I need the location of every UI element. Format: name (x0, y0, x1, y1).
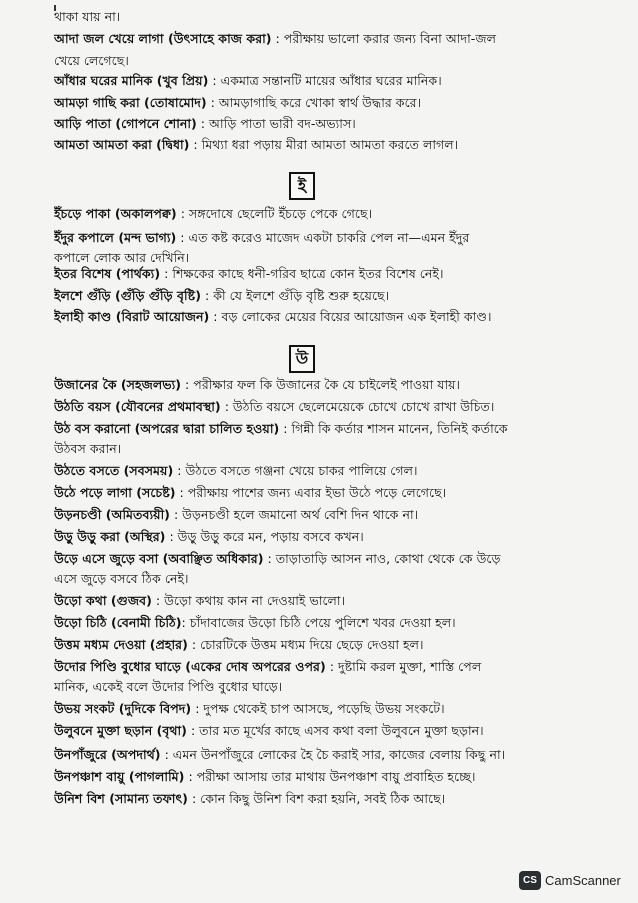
idiom-text: : আড়ি পাতা ভারী বদ-অভ্যাস। (196, 116, 356, 131)
idiom-line (54, 136, 614, 153)
idiom-line (54, 72, 614, 89)
idiom-line (54, 30, 614, 47)
idiom-text: : গিন্নী কি কর্তার শাসন মানেন, তিনিই কর্তাকে (279, 421, 508, 436)
idiom-term: উঠতি বয়স (যৌবনের প্রথমাবস্থা) (54, 399, 221, 414)
idiom-term: উলুবনে মুক্তা ছড়ান (বৃথা) (54, 723, 187, 738)
idiom-line (54, 376, 614, 393)
idiom-term: আমতা আমতা করা (দ্বিধা) (54, 137, 190, 152)
idiom-text: : উঠতে বসতে গঞ্জনা খেয়ে চাকর পালিয়ে গেল। (173, 463, 418, 478)
idiom-text: : উড়ু উড়ু করে মন, পড়ায় বসবে কখন। (165, 529, 364, 544)
idiom-line (54, 746, 614, 763)
idiom-term: ইতর বিশেষ (পার্থক্য) (54, 266, 161, 281)
idiom-line (54, 229, 614, 246)
idiom-line (54, 8, 614, 25)
camscanner-logo-icon: CS (519, 871, 541, 890)
idiom-text: : এমন উনপাঁজুরে লোকের হৈ চৈ করাই সার, কাজের বেলায় কিছু না। (160, 747, 506, 762)
idiom-text: কপালে লোক আর দেখিনি। (54, 250, 190, 265)
idiom-text: : এত কষ্ট করেও মাজেদ একটা চাকরি পেল না—এমন ইঁদুর (176, 230, 470, 245)
idiom-line (54, 205, 614, 222)
idiom-text: : বড় লোকের মেয়ের বিয়ের আয়োজন এক ইলাহী কাণ্ড। (209, 309, 492, 324)
idiom-term: উজানের কৈ (সহজলভ্য) (54, 377, 182, 392)
idiom-text: : উড়নচণ্ডী হলে জমানো অর্থ বেশি দিন থাকে না। (169, 507, 419, 522)
idiom-line (54, 636, 614, 653)
idiom-line (54, 658, 614, 675)
idiom-term: আদা জল খেয়ে লাগা (উৎসাহে কাজ করা) (54, 31, 272, 46)
section-heading-i: ই (289, 172, 315, 200)
idiom-text: : উঠতি বয়সে ছেলেমেয়েকে চোখে চোখে রাখা উচিত। (220, 399, 495, 414)
idiom-text: : কী যে ইলশে গুঁড়ি বৃষ্টি শুরু হয়েছে। (200, 288, 390, 303)
idiom-term: উনপাঁজুরে (অপদার্থ) (54, 747, 161, 762)
idiom-term: উভয় সংকট (দুদিকে বিপদ) (54, 701, 192, 716)
idiom-text: : তাড়াতাড়ি আসন নাও, কোথা থেকে কে উড়ে (263, 551, 501, 566)
idiom-line (54, 52, 614, 69)
idiom-text: : পরীক্ষায় পাশের জন্য এবার ইভা উঠে পড়ে লেগেছে। (175, 485, 447, 500)
idiom-term: উড়ো কথা (গুজব) (54, 593, 152, 608)
idiom-line (54, 484, 614, 501)
idiom-text: : শিক্ষকের কাছে ধনী-গরিব ছাত্রে কোন ইতর বিশেষ নেই। (160, 266, 444, 281)
idiom-line (54, 287, 614, 304)
idiom-text: : সঙ্গদোষে ছেলেটি ইঁচড়ে পেকে গেছে। (176, 206, 373, 221)
idiom-line (54, 115, 614, 132)
idiom-text: মানিক, একেই বলে উদোর পিণ্ডি বুধোর ঘাড়ে। (54, 679, 283, 694)
idiom-line (54, 528, 614, 545)
idiom-line (54, 592, 614, 609)
idiom-text: : চোরটিকে উত্তম মধ্যম দিয়ে ছেড়ে দেওয়া হল। (187, 637, 424, 652)
idiom-text: : মিথ্যা ধরা পড়ায় মীরা আমতা আমতা করতে লাগল। (189, 137, 459, 152)
idiom-text: : আমড়াগাছি করে খোকা স্বার্থ উদ্ধার করে। (206, 95, 422, 110)
idiom-term: উনিশ বিশ (সামান্য তফাৎ) (54, 791, 188, 806)
idiom-text: : কোন কিছু উনিশ বিশ করা হয়নি, সবই ঠিক আছে। (187, 791, 446, 806)
idiom-term: উড়ে এসে জুড়ে বসা (অবাঞ্ছিত অধিকার) (54, 551, 264, 566)
idiom-line (54, 249, 614, 266)
idiom-text: উঠবস করান। (54, 441, 122, 456)
idiom-line (54, 462, 614, 479)
idiom-term: ইলশে গুঁড়ি (গুঁড়ি গুঁড়ি বৃষ্টি) (54, 288, 201, 303)
idiom-text: : উড়ো কথায় কান না দেওয়াই ভালো। (151, 593, 346, 608)
idiom-line (54, 420, 614, 437)
idiom-term: ইঁচড়ে পাকা (অকালপক্ব) (54, 206, 177, 221)
idiom-term: উনপঞ্চাশ বায়ু (পাগলামি) (54, 769, 185, 784)
idiom-term: উত্তম মধ্যম দেওয়া (প্রহার) (54, 637, 188, 652)
idiom-line (54, 398, 614, 415)
idiom-line (54, 94, 614, 111)
idiom-text: : একমাত্র সন্তানটি মায়ের আঁধার ঘরের মানিক। (208, 73, 442, 88)
idiom-text: : পরীক্ষা আসায় তার মাথায় উনপঞ্চাশ বায়ু প্রবাহিত হচ্ছে। (184, 769, 476, 784)
idiom-line (54, 570, 614, 587)
idiom-text: এসে জুড়ে বসবে ঠিক নেই। (54, 571, 189, 586)
idiom-term: উড়নচণ্ডী (অমিতব্যয়ী) (54, 507, 170, 522)
idiom-line (54, 550, 614, 567)
idiom-text: খেয়ে লেগেছে। (54, 53, 129, 68)
idiom-term: ইলাহী কাণ্ড (বিরাট আয়োজন) (54, 309, 210, 324)
idiom-line (54, 440, 614, 457)
idiom-text: : পরীক্ষার ফল কি উজানের কৈ যে চাইলেই পাওয়া যায়। (181, 377, 461, 392)
idiom-line (54, 700, 614, 717)
idiom-line (54, 790, 614, 807)
idiom-term: আড়ি পাতা (গোপনে শোনা) (54, 116, 197, 131)
idiom-term: উঠ বস করানো (অপরের দ্বারা চালিত হওয়া) (54, 421, 280, 436)
idiom-term: উড়ো চিঠি (বেনামী চিঠি) (54, 615, 182, 630)
idiom-line (54, 678, 614, 695)
idiom-term: উঠে পড়ে লাগা (সচেষ্ট) (54, 485, 176, 500)
idiom-line (54, 614, 614, 631)
idiom-term: আমড়া গাছি করা (তোষামোদ) (54, 95, 207, 110)
idiom-text: থাকা যায় না। (54, 9, 121, 24)
idiom-line (54, 506, 614, 523)
idiom-term: আঁধার ঘরের মানিক (খুব প্রিয়) (54, 73, 209, 88)
idiom-line (54, 308, 614, 325)
idiom-line (54, 722, 614, 739)
idiom-term: উদোর পিণ্ডি বুধোর ঘাড়ে (একের দোষ অপরের ওপর) (54, 659, 326, 674)
idiom-text: : তার মত মূর্খের কাছে এসব কথা বলা উলুবনে মুক্তা ছড়ান। (186, 723, 484, 738)
idiom-line (54, 768, 614, 785)
idiom-term: উঠতে বসতে (সবসময়) (54, 463, 174, 478)
idiom-term: ইঁদুর কপালে (মন্দ ভাগ্য) (54, 230, 177, 245)
camscanner-label: CamScanner (545, 873, 621, 888)
idiom-term: উড়ু উড়ু করা (অস্থির) (54, 529, 166, 544)
idiom-text: : দুপক্ষ থেকেই চাপ আসছে, পড়েছি উভয় সংকটে। (191, 701, 445, 716)
idiom-line (54, 265, 614, 282)
section-heading-u: উ (289, 345, 315, 373)
idiom-text: : চাঁদাবাজের উড়ো চিঠি পেয়ে পুলিশে খবর দেওয়া হল। (181, 615, 456, 630)
idiom-text: : পরীক্ষায় ভালো করার জন্য বিনা আদা-জল (271, 31, 496, 46)
idiom-text: : দুষ্টামি করল মুক্তা, শাস্তি পেল (325, 659, 482, 674)
